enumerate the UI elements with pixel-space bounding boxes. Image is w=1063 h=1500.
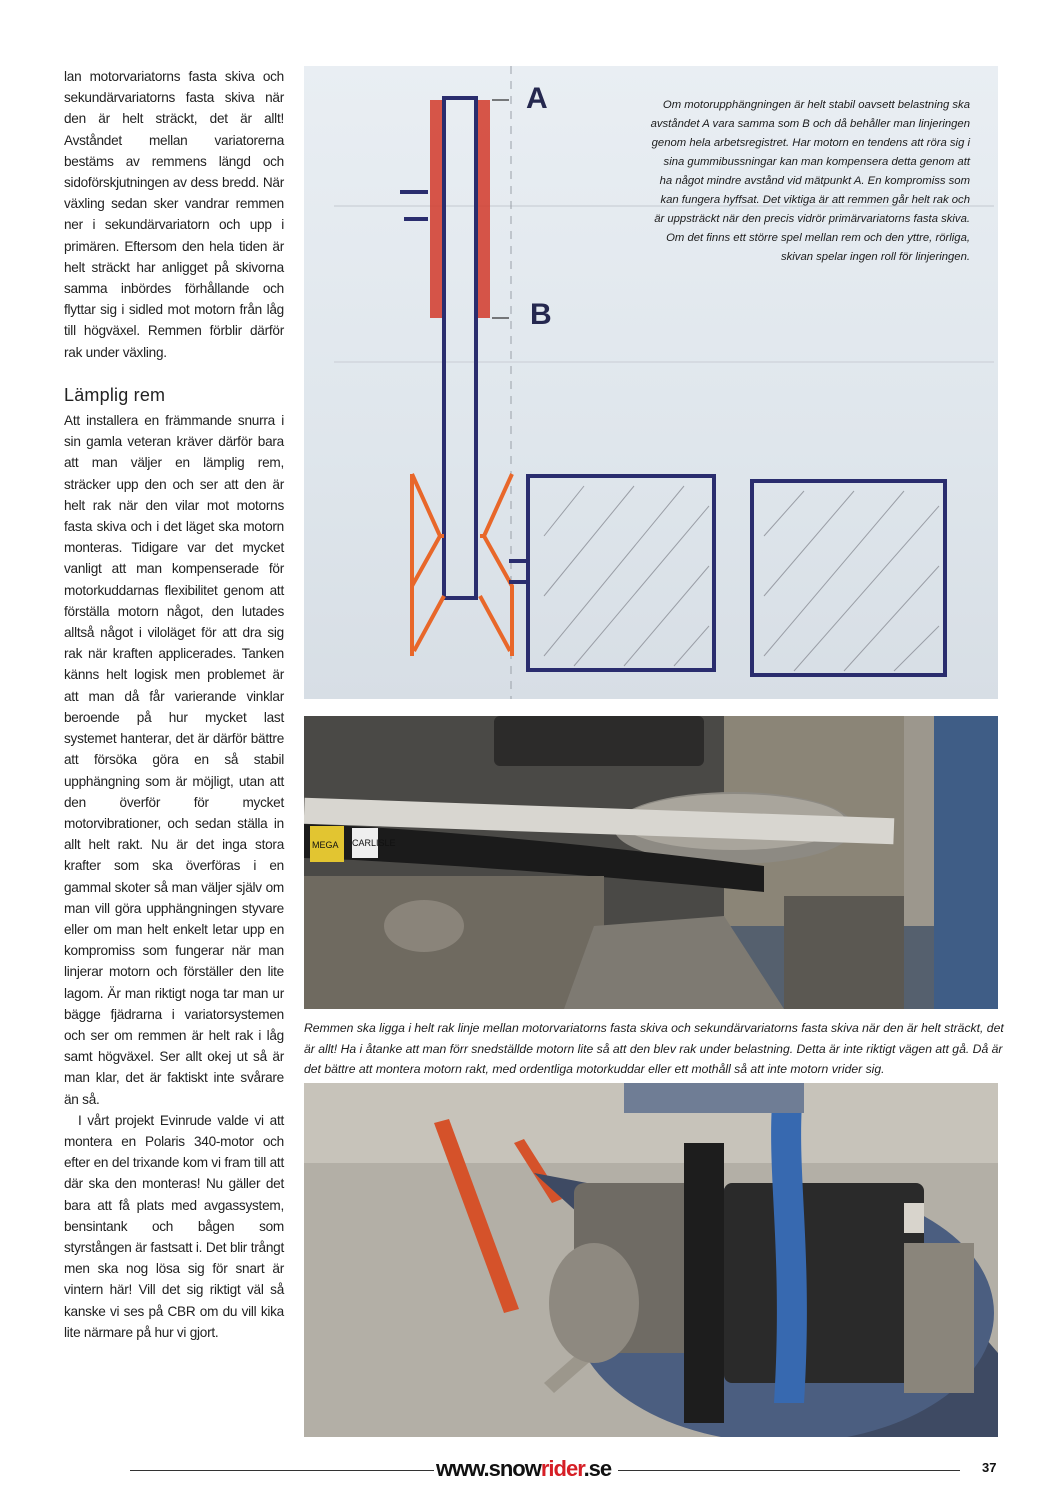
article-column [64, 66, 284, 1343]
label-a: A [526, 82, 548, 115]
article-paragraph: I vårt projekt Evinrude valde vi att montera en Polaris 340-motor och efter en del trixande kom vi fram till att där ska den monteras! Nu gäller det bara att få plats med avgassystem, bensintank och bågen som styrstången är fastsatt i. Det blir trångt men ska nog lösa sig för snart är vintern här! Vill det sig riktigt väl så kanske vi ses på CBR om du vill kika lite närmare på hur vi gjort. [64, 1112, 284, 1340]
footer-rule [618, 1470, 960, 1471]
page-number: 37 [982, 1460, 997, 1475]
logo-suffix: .se [583, 1456, 612, 1481]
logo-text: www.snow [436, 1456, 541, 1481]
article-paragraph: Att installera en främmande snurra i sin gamla veteran kräver därför bara att man väljer en lämplig rem, sträcker upp den och ser att den är helt rak när den vilar mot motorns fasta skiva och i det läget ska motorn monteras. Tidigare var det mycket vanligt att man kompenserade för motorkuddarnas flexibilitet genom att förställa motorn något, den lutades alltså något i viloläget för att dra sig rak när kraften applicerades. Tanken känns helt logisk men problemet är att man då får varierande vinklar beroende på hur mycket last systemet hanterar, det är därför bättre att försöka göra en så stabil upphängning som är möjligt, utan att den överför för mycket motorvibrationer, och sedan ställa in allt helt rakt. Nu är det inga stora krafter som ska överföras i en gammal skoter så man väljer själv om man vill göra upphängningen styvare eller om man helt enkelt letar upp en kompromiss som fungerar när man linjerar motorn och förställer den lite lagom. Är man riktigt noga tar man ur bägge fjädrarna i variatorsystemen och ser om remmen är helt rak i låg samt högväxel. Ser allt okej ut så är man klar, det är faktiskt inte svårare än så. [64, 413, 284, 1107]
belt-outline [444, 98, 476, 598]
photo-caption: Remmen ska ligga i helt rak linje mellan motorvariatorns fasta skiva och sekundärvariatorns fasta skiva när den är helt sträckt, det är allt! Ha i åtanke att man förr snedställde motorn lite så att den blev rak under belastning. Detta är inte riktigt vägen att gå. Då är det bättre att montera motorn rakt, med ordentliga motorkuddar eller ett mothåll så att inte motorn vrider sig. [304, 1021, 1004, 1076]
footer-rule [130, 1470, 434, 1471]
red-marking [430, 100, 444, 318]
article-paragraph: lan motorvariatorns fasta skiva och sekundärvariatorns fasta skiva när den är helt sträckt, det är allt! Avståndet mellan variatorerna bestäms av remmens längd och sidoförskjutningen av dess bredd. När växling sedan sker vandrar remmen ner i sekundärvariatorn och upp i primären. Eftersom den hela tiden är helt sträckt har anligget på skivorna samma inbördes förhållande och flyttar sig i sidled mot motorn från låg till högväxel. Remmen förblir därför rak under växling. [64, 69, 284, 360]
photo-engine-overview [304, 1083, 998, 1437]
section-heading: Lämplig rem [64, 384, 166, 405]
belt-brand-label: CARLISLE [352, 838, 396, 848]
photo-illustration [304, 1083, 998, 1437]
sketch-caption: Om motorupphängningen är helt stabil oavsett belastning ska avståndet A vara samma som B och då behåller man linjeringen genom hela arbetsregistret. Har motorn en tendens att röra sig i sina gummibussningar kan man kompensera detta genom att ha något mindre avstånd vid mätpunkt A. En kompromiss som kan fungera hyffsat. Det viktiga är att remmen går helt rak och är uppsträckt när den precis vidrör primärvariatorns fasta skiva. Om det finns ett större spel mellan rem och den yttre, rörliga, skivan spelar ingen roll för linjeringen. [650, 99, 970, 263]
alignment-sketch [304, 66, 998, 699]
belt-brand-label: MEGA [312, 840, 339, 850]
red-marking [476, 100, 490, 318]
photo-belt-closeup [304, 716, 998, 1009]
label-b: B [530, 298, 552, 331]
photo-illustration [304, 716, 998, 1009]
site-logo[interactable] [436, 1456, 616, 1482]
engine-block [752, 481, 945, 675]
logo-accent: rider [540, 1456, 584, 1481]
